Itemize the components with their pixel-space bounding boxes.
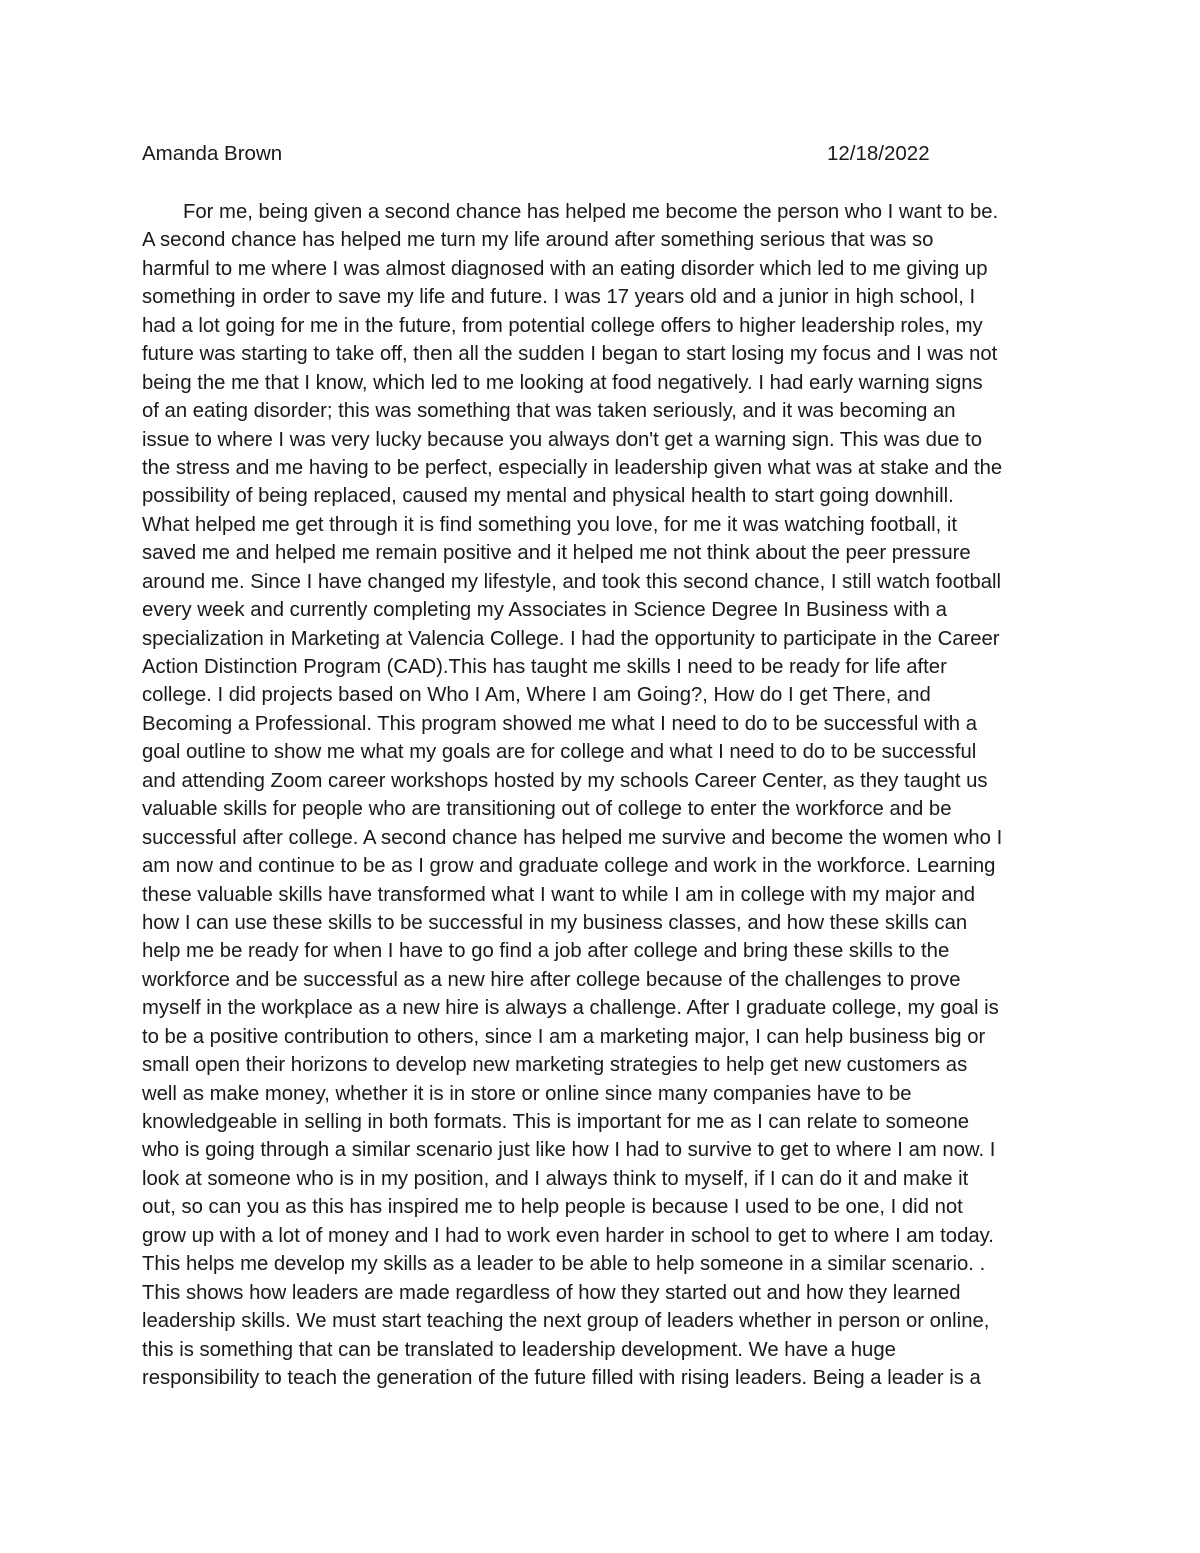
- text-line: look at someone who is in my position, and I always think to myself, if I can do it and make it: [142, 1167, 969, 1190]
- text-line: and attending Zoom career workshops hosted by my schools Career Center, as they taught us: [142, 769, 988, 792]
- text-line: specialization in Marketing at Valencia College. I had the opportunity to participate in the Career: [142, 627, 1000, 650]
- text-line: myself in the workplace as a new hire is always a challenge. After I graduate college, my goal is: [142, 997, 999, 1020]
- text-line: something in order to save my life and future. I was 17 years old and a junior in high school, I: [142, 286, 976, 309]
- text-line: knowledgeable in selling in both formats. This is important for me as I can relate to someone: [142, 1111, 970, 1133]
- text-line: out, so can you as this has inspired me to help people is because I used to be one, I did not: [142, 1196, 963, 1219]
- text-line: who is going through a similar scenario just like how I had to survive to get to where I am now. I: [142, 1139, 996, 1162]
- text-line: of an eating disorder; this was something that was taken seriously, and it was becoming an: [142, 400, 956, 423]
- text-line: valuable skills for people who are transitioning out of college to enter the workforce and be: [142, 798, 952, 821]
- text-line: small open their horizons to develop new marketing strategies to help get new customers as: [142, 1054, 968, 1077]
- text-line: being the me that I know, which led to me looking at food negatively. I had early warning signs: [142, 371, 983, 394]
- text-line: This shows how leaders are made regardless of how they started out and how they learned: [142, 1281, 961, 1304]
- text-line: workforce and be successful as a new hire after college because of the challenges to prove: [142, 968, 961, 991]
- text-line: am now and continue to be as I grow and graduate college and work in the workforce. Learning: [142, 855, 996, 878]
- text-line: goal outline to show me what my goals are for college and what I need to do to be successful: [142, 741, 977, 764]
- text-line: responsibility to teach the generation of the future filled with rising leaders. Being a leader is a: [142, 1366, 981, 1389]
- text-line: Action Distinction Program (CAD).This has taught me skills I need to be ready for life after: [142, 656, 947, 678]
- text-line: harmful to me where I was almost diagnosed with an eating disorder which led to me giving up: [142, 257, 988, 280]
- text-line: had a lot going for me in the future, from potential college offers to higher leadership roles, my: [142, 314, 983, 337]
- text-line: the stress and me having to be perfect, especially in leadership given what was at stake and the: [142, 456, 1003, 479]
- document-header: [142, 140, 942, 170]
- text-line: What helped me get through it is find something you love, for me it was watching football, it: [142, 513, 958, 536]
- text-line: this is something that can be translated to leadership development. We have a huge: [142, 1338, 896, 1361]
- text-line: successful after college. A second chance has helped me survive and become the women who I: [142, 826, 1003, 849]
- text-line: possibility of being replaced, caused my mental and physical health to start going downhill.: [142, 485, 954, 508]
- essay-body: [142, 198, 1082, 1392]
- text-line: For me, being given a second chance has helped me become the person who I want to be.: [183, 201, 999, 223]
- text-line: these valuable skills have transformed what I want to while I am in college with my major and: [142, 883, 976, 906]
- text-line: grow up with a lot of money and I had to work even harder in school to get to where I am today.: [142, 1224, 994, 1247]
- text-line: leadership skills. We must start teaching the next group of leaders whether in person or online,: [142, 1310, 990, 1333]
- text-line: saved me and helped me remain positive and it helped me not think about the peer pressure: [142, 542, 971, 565]
- text-line: how I can use these skills to be successful in my business classes, and how these skills can: [142, 911, 968, 934]
- text-line: college. I did projects based on Who I Am, Where I am Going?, How do I get There, and: [142, 684, 931, 707]
- author-name: Amanda Brown: [142, 142, 283, 165]
- document-date: 12/18/2022: [827, 142, 930, 165]
- text-line: every week and currently completing my Associates in Science Degree In Business with a: [142, 599, 947, 622]
- text-line: Becoming a Professional. This program showed me what I need to do to be successful with a: [142, 712, 977, 735]
- text-line: well as make money, whether it is in store or online since many companies have to be: [142, 1082, 912, 1105]
- text-line: to be a positive contribution to others, since I am a marketing major, I can help business big or: [142, 1025, 986, 1048]
- text-line: help me be ready for when I have to go find a job after college and bring these skills to the: [142, 940, 950, 963]
- text-line: This helps me develop my skills as a leader to be able to help someone in a similar scenario. .: [142, 1253, 986, 1276]
- text-line: around me. Since I have changed my lifestyle, and took this second chance, I still watch football: [142, 570, 1002, 593]
- text-line: A second chance has helped me turn my life around after something serious that was so: [142, 229, 934, 252]
- text-line: issue to where I was very lucky because you always don't get a warning sign. This was due to: [142, 428, 982, 451]
- text-line: future was starting to take off, then all the sudden I began to start losing my focus and I was not: [142, 343, 998, 366]
